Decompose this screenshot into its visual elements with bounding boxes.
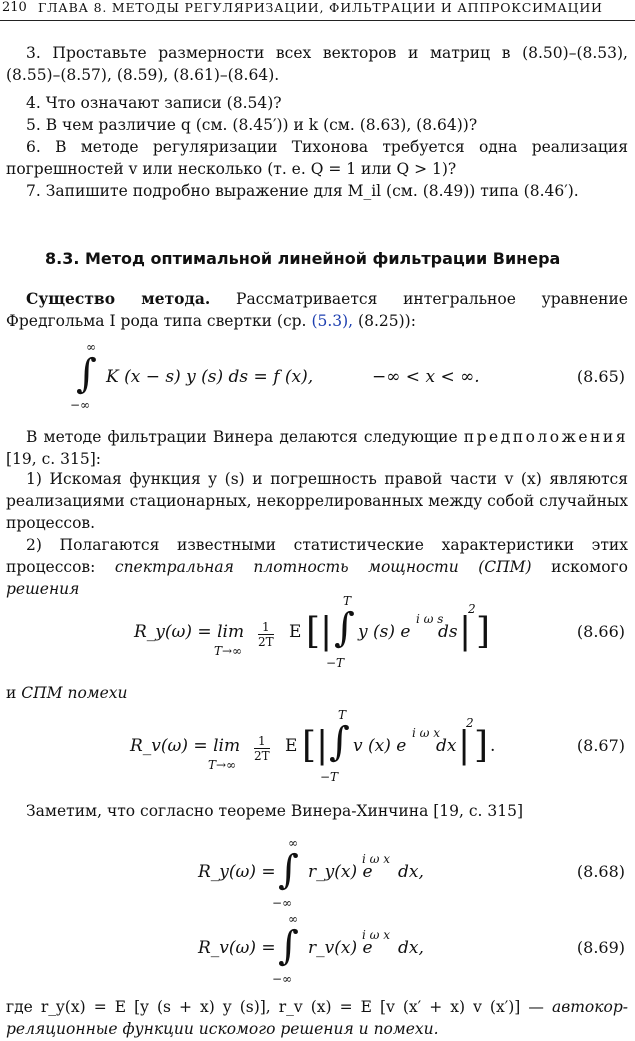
eq865-body: K (x − s) y (s) ds = f (x), — [106, 367, 314, 387]
running-head — [0, 0, 635, 21]
question-4: 4. Что означают записи (8.54)? — [26, 94, 282, 112]
eq866-sub: T→∞ — [214, 644, 243, 658]
eq867-integral: ∫ — [329, 719, 350, 765]
eq866-bracket-left: [ — [306, 611, 321, 652]
assumptions-paragraph — [6, 426, 628, 470]
eq866-abs-left: | — [320, 611, 333, 652]
eq868-number: (8.68) — [576, 862, 625, 881]
eq869-integral: ∫ — [278, 923, 299, 969]
eq866-power: 2 — [468, 602, 476, 616]
eq866-frac — [258, 620, 274, 649]
eq867-lhs: R_v(ω) = lim — [130, 736, 241, 756]
eq868-lower: −∞ — [272, 896, 293, 910]
intro-lead: Существо метода. — [26, 289, 211, 308]
assumptions-ref: [19, с. 315]: — [6, 450, 102, 468]
eq867-period: . — [490, 736, 496, 756]
final-paragraph — [6, 996, 628, 1040]
eq868-upper: ∞ — [288, 836, 298, 850]
eq869-integrand: r_v(x) e — [308, 938, 373, 958]
eq867-frac-den: 2T — [254, 749, 270, 763]
eq866-lower: −T — [326, 656, 345, 670]
eq868-lhs: R_y(ω) = — [198, 862, 276, 882]
eq866-E: E — [289, 622, 302, 642]
eq866-ds: ds — [438, 622, 458, 642]
eq868-tail: dx, — [398, 862, 424, 882]
question-7: 7. Запишите подробно выражение для M_il (см. (8.49)) типа (8.46′). — [26, 182, 579, 200]
eq867-E: E — [285, 736, 298, 756]
equation-8-69 — [0, 912, 635, 990]
eq867-exp: i ω x — [412, 726, 441, 740]
final-italic-1: автокор- — [551, 998, 628, 1016]
eq866-frac-num: 1 — [258, 620, 274, 635]
noise-spm: СПМ помехи — [21, 684, 128, 702]
eq865-number: (8.65) — [576, 367, 625, 386]
eq867-power: 2 — [466, 716, 474, 730]
page-number: 210 — [2, 0, 27, 15]
eq869-number: (8.69) — [576, 938, 625, 957]
equation-8-67 — [0, 708, 635, 792]
eq866-bracket-right: ] — [476, 611, 491, 652]
item2-text: 2) Полагаются известными статистические характеристики этих процессов: — [6, 536, 628, 576]
eq869-exp: i ω x — [362, 928, 391, 942]
item-1: 1) Искомая функция y (s) и погрешность правой части v (x) являются реализациями стационарных, некоррелированных между собой случайных процессов. — [6, 470, 628, 532]
eq868-integral: ∫ — [278, 847, 299, 893]
eq866-number: (8.66) — [576, 622, 625, 641]
eq866-lhs: R_y(ω) = lim — [134, 622, 245, 642]
eq867-integrand: v (x) e — [353, 736, 407, 756]
running-title: ГЛАВА 8. МЕТОДЫ РЕГУЛЯРИЗАЦИИ, ФИЛЬТРАЦИИ И АППРОКСИМАЦИИ — [38, 0, 603, 15]
intro-link[interactable]: (5.3), — [311, 312, 354, 330]
eq867-dx: dx — [436, 736, 457, 756]
eq866-integrand: y (s) e — [358, 622, 411, 642]
eq868-integrand: r_y(x) e — [308, 862, 373, 882]
eq865-lower: −∞ — [70, 398, 91, 412]
eq867-abs-left: | — [316, 725, 329, 766]
intro-text-a: Рассматривается интегральное уравнение Фредгольма I рода типа свертки (ср. — [6, 290, 628, 330]
eq865-upper: ∞ — [86, 340, 96, 354]
eq867-bracket-right: ] — [474, 725, 489, 766]
item2-tail2: решения — [6, 580, 80, 598]
section-title: 8.3. Метод оптимальной линейной фильтрации Винера — [45, 249, 561, 268]
item-2 — [6, 534, 628, 600]
item2-tail: искомого — [551, 558, 628, 576]
eq867-number: (8.67) — [576, 736, 625, 755]
final-italic-2: реляционные функции искомого решения и помехи. — [6, 1020, 439, 1038]
intro-paragraph — [6, 288, 628, 332]
question-3: 3. Проставьте размерности всех векторов и матриц в (8.50)–(8.53), (8.55)–(8.57), (8.59), (8.61)–(8.64). — [6, 44, 628, 84]
eq867-sub: T→∞ — [208, 758, 237, 772]
eq869-upper: ∞ — [288, 912, 298, 926]
eq867-frac — [254, 734, 270, 763]
eq866-frac-den: 2T — [258, 635, 274, 649]
eq865-integral: ∫ — [76, 351, 97, 397]
eq867-bracket-left: [ — [302, 725, 317, 766]
eq865-range: −∞ < x < ∞. — [372, 367, 480, 387]
eq867-upper: T — [338, 708, 347, 722]
eq869-lower: −∞ — [272, 972, 293, 986]
eq869-lhs: R_v(ω) = — [198, 938, 276, 958]
eq867-frac-num: 1 — [254, 734, 270, 749]
final-text: где r_y(x) = E [y (s + x) y (s)], r_v (x) = E [v (x′ + x) v (x′)] — — [6, 998, 544, 1016]
intro-text-b: (8.25)): — [358, 312, 416, 330]
eq869-tail: dx, — [398, 938, 424, 958]
eq868-exp: i ω x — [362, 852, 391, 866]
and-word: и — [6, 684, 17, 702]
eq866-upper: T — [343, 594, 352, 608]
eq866-abs-right: | — [459, 611, 472, 652]
assumptions-spaced: предположения — [463, 428, 628, 446]
equation-8-68 — [0, 836, 635, 914]
item2-italic: спектральная плотность мощности (СПМ) — [114, 558, 532, 576]
equation-8-66 — [0, 594, 635, 678]
note-theorem: Заметим, что согласно теореме Винера-Хинчина [19, с. 315] — [26, 802, 524, 820]
eq866-integral: ∫ — [334, 605, 355, 651]
question-6: 6. В методе регуляризации Тихонова требуется одна реализация погрешностей v или несколько (т. е. Q = 1 или Q > 1)? — [6, 138, 628, 178]
eq867-abs-right: | — [458, 725, 471, 766]
eq866-exp: i ω s — [416, 612, 444, 626]
question-5: 5. В чем различие q (см. (8.45′)) и k (см. (8.63), (8.64))? — [26, 116, 478, 134]
and-noise-line — [6, 682, 628, 704]
assumptions-lead: В методе фильтрации Винера делаются следующие — [26, 428, 458, 446]
equation-8-65 — [0, 340, 635, 416]
eq867-lower: −T — [320, 770, 339, 784]
